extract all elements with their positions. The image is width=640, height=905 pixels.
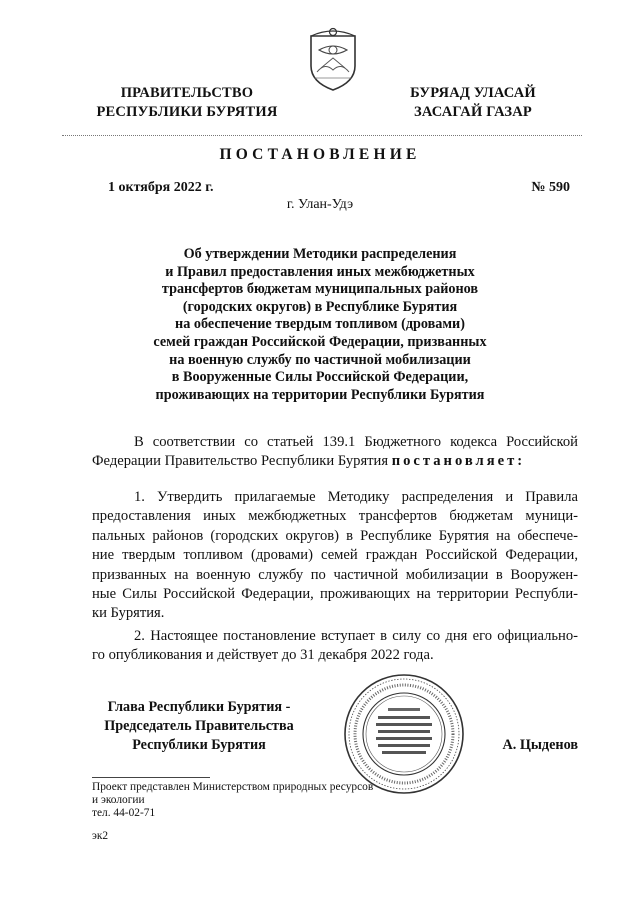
document-city: г. Улан-Удэ [286, 197, 354, 212]
document-subject [120, 246, 520, 404]
subject-line: на военную службу по частичной мобилизации [169, 351, 471, 368]
header-divider [62, 135, 582, 136]
paragraph-line: 2. Настоящее постановление вступает в силу со дня его официально- [134, 628, 578, 644]
signatory-title-line: Глава Республики Бурятия - [107, 699, 291, 715]
subject-line: проживающих на территории Республики Бурятия [155, 386, 485, 403]
paragraph-line: ные Силы Российской Федерации, проживающих на территории Республи- [92, 586, 578, 603]
document-code: эк2 [92, 830, 109, 842]
clause-1-paragraph [92, 488, 578, 624]
header-right-line1: БУРЯАД УЛАСАЙ [410, 85, 536, 101]
footnote-divider [92, 777, 210, 778]
paragraph-line: предоставления иных межбюджетных трансфертов бюджетам муници- [92, 508, 578, 525]
paragraph-line: призванных на военную службу по частичной мобилизации в Вооружен- [92, 566, 578, 583]
header-left-line2: РЕСПУБЛИКИ БУРЯТИЯ [96, 104, 278, 120]
paragraph-line-last [92, 452, 578, 471]
footnote-phone: тел. 44-02-71 [92, 807, 156, 819]
resolves-keyword: постановляет: [391, 453, 526, 470]
signatory-name: А. Цыденов [502, 737, 578, 753]
document-date: 1 октября 2022 г. [108, 180, 214, 195]
header-right-org-name [388, 84, 558, 122]
subject-line: (городских округов) в Республике Бурятия [182, 298, 458, 315]
document-number: № 590 [531, 180, 570, 195]
subject-line: семей граждан Российской Федерации, призванных [153, 333, 487, 350]
preamble-paragraph [92, 433, 578, 472]
footnote-line: Проект представлен Министерством природных ресурсов [92, 781, 374, 793]
paragraph-line: ние твердым топливом (дровами) семей граждан Российской Федерации, [92, 547, 578, 564]
paragraph-line: 1. Утвердить прилагаемые Методику распределения и Правила [134, 489, 578, 505]
subject-line: на обеспечение твердым топливом (дровами) [175, 316, 465, 333]
signatory-title [84, 698, 314, 755]
subject-line: Об утверждении Методики распределения [183, 246, 457, 262]
header-left-line1: ПРАВИТЕЛЬСТВО [120, 85, 254, 101]
footnote-line: и экологии [92, 794, 145, 806]
coat-of-arms-emblem-icon [303, 22, 363, 92]
subject-line: и Правил предоставления иных межбюджетных [165, 263, 475, 280]
document-type-title: ПОСТАНОВЛЕНИЕ [219, 146, 421, 163]
paragraph-line: пальных районов (городских округов) в Республике Бурятия на обеспече- [92, 527, 578, 544]
header-right-line2: ЗАСАГАЙ ГАЗАР [414, 104, 532, 120]
paragraph-line: В соответствии со статьей 139.1 Бюджетного кодекса Российской [134, 434, 578, 450]
signatory-title-line: Председатель Правительства [104, 718, 294, 734]
header-left-org-name [82, 84, 292, 122]
paragraph-line: го опубликования и действует до 31 декабря 2022 года. [92, 647, 434, 664]
signatory-title-line: Республики Бурятия [132, 737, 266, 753]
subject-line: трансфертов бюджетам муниципальных районов [161, 281, 479, 298]
footnote [92, 781, 452, 820]
paragraph-line: ки Бурятия. [92, 605, 165, 622]
subject-line: в Вооруженные Силы Российской Федерации, [171, 369, 469, 386]
paragraph-text: Федерации Правительство Республики Бурятия [92, 453, 392, 470]
official-seal-icon [342, 672, 466, 796]
clause-2-paragraph [92, 627, 578, 666]
